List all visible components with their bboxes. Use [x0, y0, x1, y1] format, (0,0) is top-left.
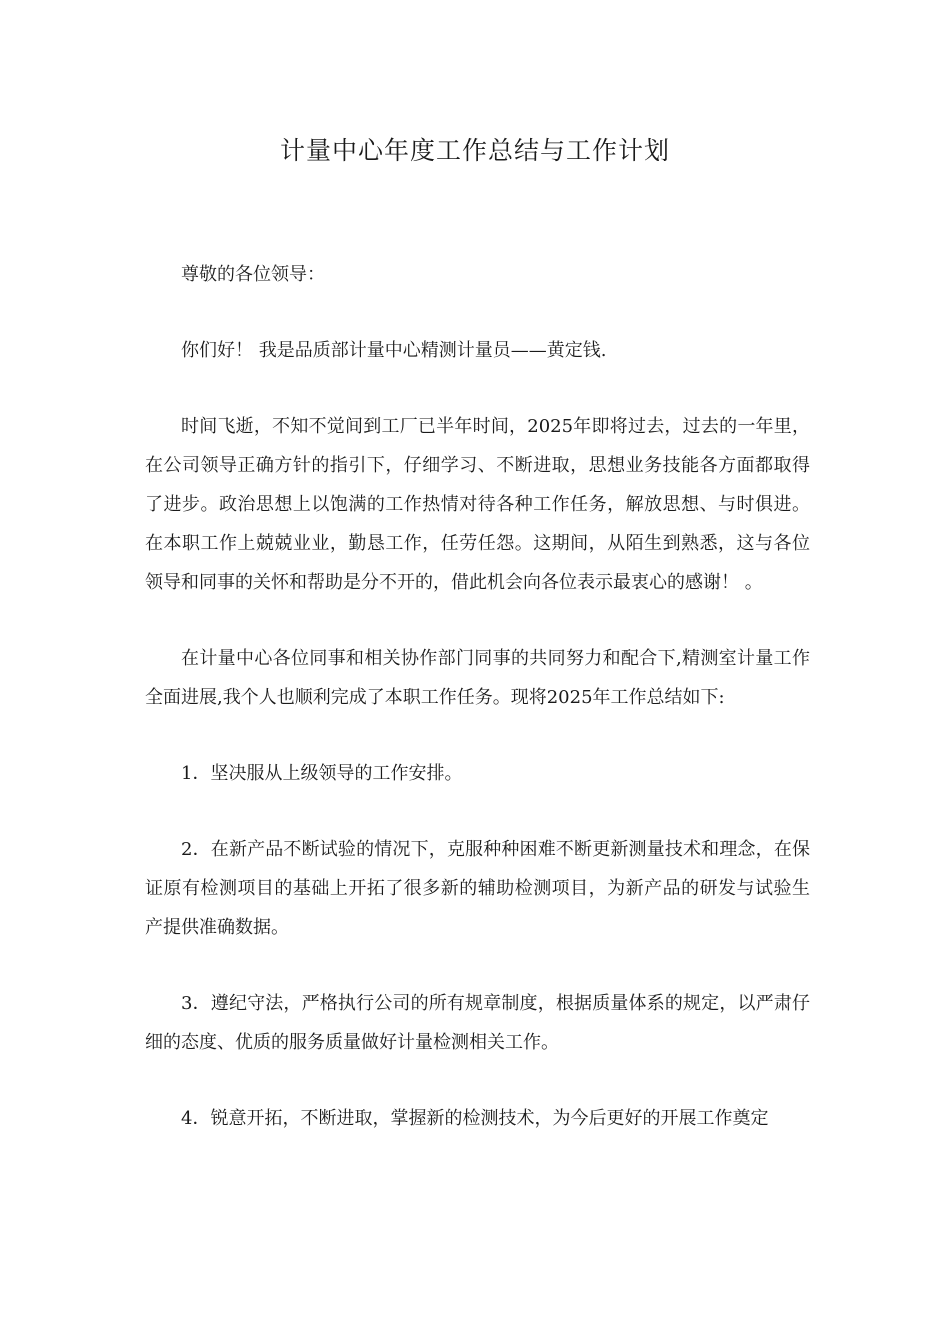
document-title: 计量中心年度工作总结与工作计划	[279, 136, 670, 165]
salutation: 尊敬的各位领导：	[181, 264, 325, 285]
list-item-3: 3．遵纪守法，严格执行公司的所有规章制度，根据质量体系的规定，以严肃仔细的态度、优质的服务质量做好计量检测相关工作。	[145, 993, 810, 1053]
list-item-2: 2．在新产品不断试验的情况下，克服种种困难不断更新测量技术和理念，在保证原有检测项目的基础上开拓了很多新的辅助检测项目，为新产品的研发与试验生产提供准确数据。	[145, 839, 810, 938]
list-item-4: 4．锐意开拓，不断进取，掌握新的检测技术，为今后更好的开展工作奠定	[181, 1108, 769, 1129]
list-item-1: 1．坚决服从上级领导的工作安排。	[181, 763, 463, 784]
summary-lead-paragraph: 在计量中心各位同事和相关协作部门同事的共同努力和配合下,精测室计量工作全面进展,我个人也顺利完成了本职工作任务。现将2025年工作总结如下:	[145, 648, 810, 708]
intro-paragraph: 时间飞逝，不知不觉间到工厂已半年时间，2025年即将过去，过去的一年里，在公司领导正确方针的指引下，仔细学习、不断进取，思想业务技能各方面都取得了进步。政治思想上以饱满的工作热情对待各种工作任务，解放思想、与时俱进。在本职工作上兢兢业业，勤恳工作，任劳任怨。这期间，从陌生到熟悉，这与各位领导和同事的关怀和帮助是分不开的，借此机会向各位表示最衷心的感谢！ 。	[145, 416, 810, 593]
document-body	[145, 255, 810, 1175]
greeting-paragraph: 你们好！ 我是品质部计量中心精测计量员——黄定钱.	[181, 340, 607, 361]
